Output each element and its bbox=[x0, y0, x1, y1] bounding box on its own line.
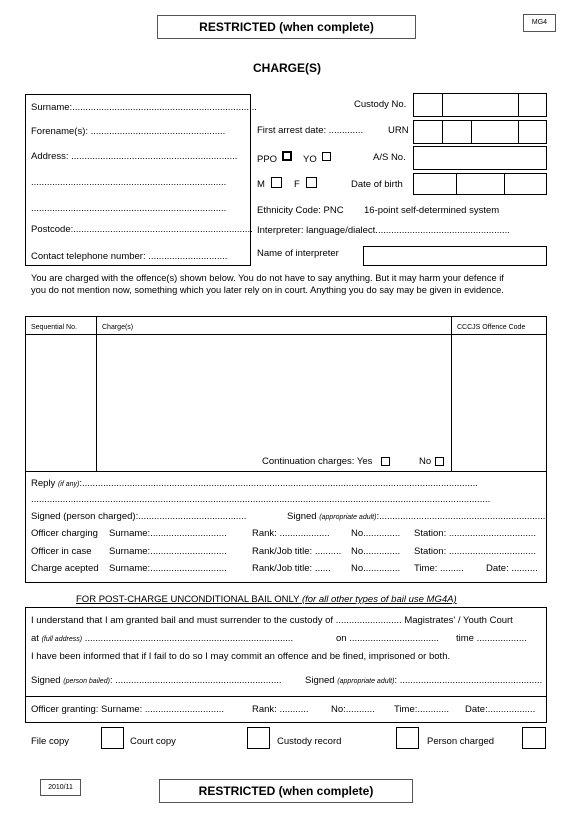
officer-in-case-rank[interactable]: Rank/Job title: .......... bbox=[252, 546, 342, 557]
page-title: CHARGE(S) bbox=[253, 61, 321, 75]
self-defined-label: 16-point self-determined system bbox=[364, 205, 500, 216]
reply-note: (if any) bbox=[57, 481, 80, 488]
officer-granting-time[interactable]: Time:............ bbox=[394, 704, 450, 715]
forenames-field[interactable]: Forename(s): ................................................... bbox=[31, 126, 226, 137]
officer-granting-no[interactable]: No:........... bbox=[331, 704, 375, 715]
officer-charging-label: Officer charging bbox=[31, 528, 98, 539]
court-copy-label: Court copy bbox=[130, 736, 176, 747]
bail-line-1: I understand that I am granted bail and must surrender to the custody of ......................... Magistrates' / Youth Court bbox=[31, 615, 513, 626]
as-no-label: A/S No. bbox=[373, 152, 406, 163]
signed-adult-note: (appropriate adult) bbox=[319, 514, 377, 521]
signed-bailed-label: Signed bbox=[31, 675, 61, 686]
officer-in-case-label: Officer in case bbox=[31, 546, 92, 557]
person-charged-label: Person charged bbox=[427, 736, 495, 747]
col-charges: Charge(s) bbox=[102, 324, 134, 331]
custody-no-box[interactable] bbox=[413, 93, 547, 117]
charges-table bbox=[25, 316, 547, 583]
person-charged-box[interactable] bbox=[522, 727, 546, 749]
dob-box[interactable] bbox=[413, 173, 547, 195]
continuation-yes-checkbox[interactable] bbox=[381, 457, 390, 466]
ppo-checkbox[interactable] bbox=[282, 151, 292, 161]
officer-granting-surname[interactable]: Officer granting: Surname: .............................. bbox=[31, 704, 225, 715]
restricted-banner-bottom: RESTRICTED (when complete) bbox=[159, 779, 413, 803]
interpreter-name-box[interactable] bbox=[363, 246, 547, 266]
address-line-2[interactable]: .......................................................................... bbox=[31, 177, 227, 188]
officer-charging-rank[interactable]: Rank: ................... bbox=[252, 528, 330, 539]
signed-adult-dots: :............................................................... bbox=[376, 511, 546, 522]
restricted-banner-top: RESTRICTED (when complete) bbox=[157, 15, 416, 39]
postcode-field[interactable]: Postcode:.................................................................... bbox=[31, 224, 253, 235]
charge-accepted-no[interactable]: No.............. bbox=[351, 563, 401, 574]
signed-appropriate-adult[interactable] bbox=[287, 511, 545, 523]
charge-accepted-label: Charge acepted bbox=[31, 563, 99, 574]
as-no-box[interactable] bbox=[413, 146, 547, 170]
female-label: F bbox=[294, 179, 300, 190]
reply-field[interactable] bbox=[31, 478, 478, 490]
reply-dots: :...................................................................................................................................................... bbox=[79, 478, 478, 489]
bail-at-dots: ............................................................................... bbox=[84, 633, 294, 644]
ethnicity-label: Ethnicity Code: PNC bbox=[257, 205, 344, 216]
dob-label: Date of birth bbox=[351, 179, 403, 190]
signed-adult-label: Signed bbox=[287, 511, 317, 522]
charge-accepted-date[interactable]: Date: .......... bbox=[486, 563, 538, 574]
custody-no-label: Custody No. bbox=[354, 99, 407, 110]
surname-field[interactable]: Surname:...................................................................... bbox=[31, 102, 257, 113]
interpreter-name-label: Name of interpreter bbox=[257, 248, 339, 259]
reply-label: Reply bbox=[31, 478, 56, 489]
bail-heading bbox=[76, 594, 457, 605]
signed-bailed-note: (person bailed) bbox=[63, 678, 110, 685]
address-line-3[interactable]: .......................................................................... bbox=[31, 203, 227, 214]
officer-charging-no[interactable]: No.............. bbox=[351, 528, 401, 539]
urn-label: URN bbox=[388, 125, 409, 136]
reply-line-2[interactable]: .............................................................................................................................................................................. bbox=[31, 494, 491, 505]
officer-charging-station[interactable]: Station: ................................. bbox=[414, 528, 536, 539]
col-sequential-no: Sequential No. bbox=[31, 324, 77, 331]
signed-person-charged[interactable]: Signed (person charged):......................................... bbox=[31, 511, 247, 522]
officer-granting-rank[interactable]: Rank: ........... bbox=[252, 704, 309, 715]
female-checkbox[interactable] bbox=[306, 177, 317, 188]
male-checkbox[interactable] bbox=[271, 177, 282, 188]
urn-box[interactable] bbox=[413, 120, 547, 144]
bail-heading-note: (for all other types of bail use MG4A) bbox=[301, 594, 457, 605]
signed-bail-adult-label: Signed bbox=[305, 675, 335, 686]
bail-at-note: (full address) bbox=[41, 636, 83, 643]
first-arrest-field[interactable]: First arrest date: ............. bbox=[257, 125, 364, 136]
court-copy-box[interactable] bbox=[247, 727, 270, 749]
caution-line-2: you do not mention now, something which you later rely on in court. Anything you do say may be given in evidence. bbox=[31, 285, 504, 295]
caution-line-1: You are charged with the offence(s) shown below. You do not have to say anything. But it may harm your defence if bbox=[31, 273, 504, 283]
officer-in-case-station[interactable]: Station: ................................. bbox=[414, 546, 536, 557]
yo-label: YO bbox=[303, 154, 317, 165]
version-box: 2010/11 bbox=[40, 779, 81, 796]
bail-at-label: at bbox=[31, 633, 39, 644]
col-offence-code: CCCJS Offence Code bbox=[457, 324, 526, 331]
phone-field[interactable]: Contact telephone number: .............................. bbox=[31, 251, 228, 262]
interpreter-language-field[interactable]: Interpreter: language/dialect................................................... bbox=[257, 225, 510, 236]
signed-bailed-dots: : ............................................................... bbox=[109, 675, 282, 686]
custody-record-label: Custody record bbox=[277, 736, 342, 747]
file-copy-label: File copy bbox=[31, 736, 70, 747]
officer-charging-surname[interactable]: Surname:............................. bbox=[109, 528, 227, 539]
ppo-label: PPO bbox=[257, 154, 278, 165]
charge-accepted-time[interactable]: Time: ......... bbox=[414, 563, 464, 574]
address-field[interactable]: Address: ............................................................... bbox=[31, 151, 238, 162]
charge-accepted-rank[interactable]: Rank/Job title: ...... bbox=[252, 563, 331, 574]
bail-heading-text: FOR POST-CHARGE UNCONDITIONAL BAIL ONLY bbox=[76, 594, 300, 605]
signed-person-bailed[interactable] bbox=[31, 675, 282, 687]
signed-bail-adult-dots: : ...................................................... bbox=[394, 675, 543, 686]
bail-warning: I have been informed that if I fail to do so I may commit an offence and be fined, imprisoned or both. bbox=[31, 651, 451, 662]
bail-on-field[interactable]: on .................................. bbox=[336, 633, 439, 644]
yo-checkbox[interactable] bbox=[322, 152, 331, 161]
bail-time-field[interactable]: time ................... bbox=[456, 633, 527, 644]
custody-record-box[interactable] bbox=[396, 727, 419, 749]
signed-bail-adult-note: (appropriate adult) bbox=[337, 678, 395, 685]
file-copy-box[interactable] bbox=[101, 727, 124, 749]
bail-address-field[interactable] bbox=[31, 633, 293, 645]
signed-bail-adult[interactable] bbox=[305, 675, 542, 687]
male-label: M bbox=[257, 179, 265, 190]
continuation-no-label: No bbox=[419, 456, 432, 467]
charge-accepted-surname[interactable]: Surname:............................. bbox=[109, 563, 227, 574]
continuation-no-checkbox[interactable] bbox=[435, 457, 444, 466]
form-code-box: MG4 bbox=[523, 14, 556, 32]
continuation-yes-label: Continuation charges: Yes bbox=[262, 456, 373, 467]
officer-in-case-surname[interactable]: Surname:............................. bbox=[109, 546, 227, 557]
officer-in-case-no[interactable]: No.............. bbox=[351, 546, 401, 557]
officer-granting-date[interactable]: Date:.................. bbox=[465, 704, 536, 715]
